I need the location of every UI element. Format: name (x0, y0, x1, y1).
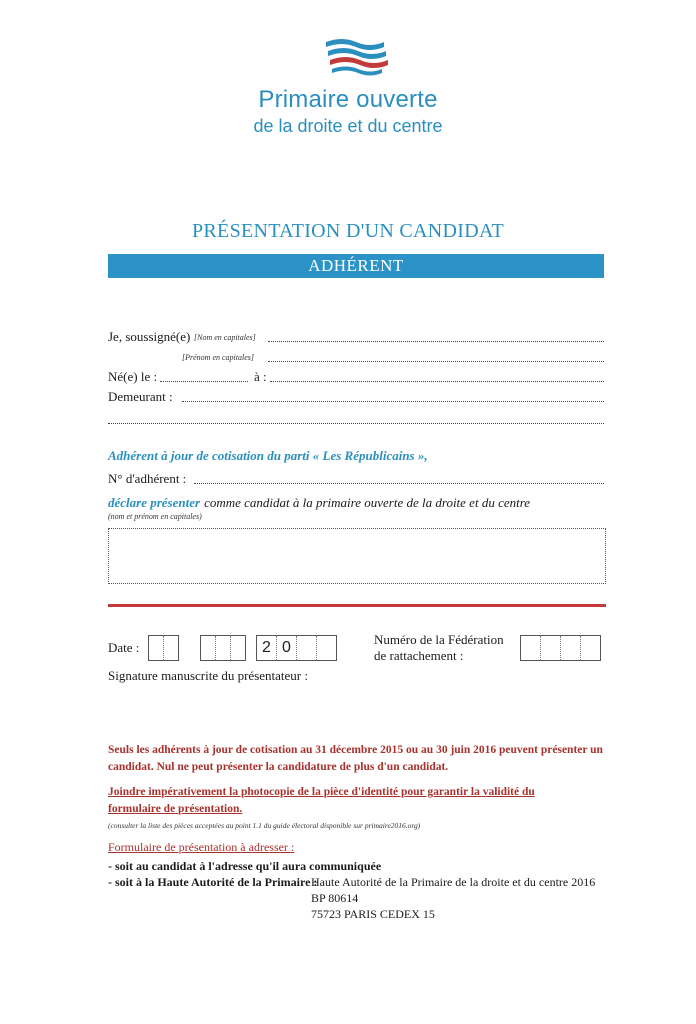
federation-label-2: de rattachement : (374, 648, 464, 663)
adherent-band: ADHÉRENT (108, 254, 604, 278)
declare-line (108, 494, 530, 512)
date-year-cell-2[interactable]: 0 (277, 636, 297, 660)
soussigne-label: Je, soussigné(e) (108, 329, 191, 344)
prenom-field[interactable] (268, 361, 604, 362)
authority-address-3: 75723 PARIS CEDEX 15 (311, 907, 435, 921)
date-day-cell-1[interactable] (149, 636, 164, 660)
address-field-2[interactable] (108, 423, 604, 424)
demeurant-label: Demeurant : (108, 389, 173, 404)
federation-cell-3[interactable] (561, 636, 581, 660)
candidate-hint: (nom et prénom en capitales) (108, 512, 202, 521)
num-adherent-field[interactable] (194, 483, 604, 484)
address-field-1[interactable] (182, 401, 604, 402)
date-label: Date : (108, 640, 140, 655)
adherent-statement: Adhérent à jour de cotisation du parti « Les Républicains », (108, 448, 428, 463)
federation-boxes[interactable] (520, 635, 601, 661)
birth-date-field[interactable] (160, 381, 248, 382)
declare-rest: comme candidat à la primaire ouverte de la droite et du centre (204, 495, 531, 510)
date-month-cell-1[interactable] (201, 636, 216, 660)
form-title: PRÉSENTATION D'UN CANDIDAT (191, 220, 505, 242)
send-option-authority: - soit à la Haute Autorité de la Primaire : (108, 875, 318, 889)
id-hint: (consulter la liste des pièces acceptées au point 1.1 du guide électoral disponible sur primaire2016.org) (108, 821, 421, 830)
ne-le-label: Né(e) le : (108, 369, 158, 384)
address-heading: Formulaire de présentation à adresser : (108, 840, 295, 854)
federation-cell-1[interactable] (521, 636, 541, 660)
date-month-boxes[interactable] (200, 635, 246, 661)
federation-cell-4[interactable] (581, 636, 600, 660)
federation-cell-2[interactable] (541, 636, 561, 660)
nom-field[interactable] (268, 341, 604, 342)
authority-address-2: BP 80614 (311, 891, 359, 905)
signature-area[interactable] (108, 688, 604, 734)
date-month-cell-2[interactable] (216, 636, 231, 660)
num-adherent-label: N° d'adhérent : (108, 471, 187, 486)
declare-blue: déclare présenter (108, 495, 201, 510)
authority-address-1: Haute Autorité de la Primaire de la droite et du centre 2016 (311, 875, 596, 889)
nom-hint: [Nom en capitales] (194, 333, 256, 342)
federation-label-1: Numéro de la Fédération (374, 632, 504, 647)
date-year-cell-4[interactable] (317, 636, 336, 660)
cotisation-notice: Seuls les adhérents à jour de cotisation au 31 décembre 2015 ou au 30 juin 2016 peuvent présenter un candidat. Nul ne peut présenter la candidature de plus d'un candidat. (108, 744, 603, 773)
a-label: à : (254, 369, 267, 384)
section-divider (108, 604, 606, 607)
date-year-cell-3[interactable] (297, 636, 317, 660)
date-year-boxes[interactable] (256, 635, 337, 661)
birth-place-field[interactable] (270, 381, 604, 382)
date-day-boxes[interactable] (148, 635, 179, 661)
flag-logo-icon (322, 34, 388, 78)
date-day-cell-2[interactable] (164, 636, 178, 660)
date-month-cell-3[interactable] (231, 636, 245, 660)
id-notice: Joindre impérativement la photocopie de la pièce d'identité pour garantir la validité du formulaire de présentation. (108, 786, 535, 815)
brand-title: Primaire ouverte (258, 86, 438, 113)
brand-subtitle: de la droite et du centre (253, 116, 443, 136)
date-year-cell-1[interactable]: 2 (257, 636, 277, 660)
candidate-name-box[interactable] (108, 528, 606, 584)
signature-label: Signature manuscrite du présentateur : (108, 668, 308, 683)
prenom-hint: [Prénom en capitales] (182, 353, 254, 362)
send-option-candidate: - soit au candidat à l'adresse qu'il aura communiquée (108, 859, 382, 873)
